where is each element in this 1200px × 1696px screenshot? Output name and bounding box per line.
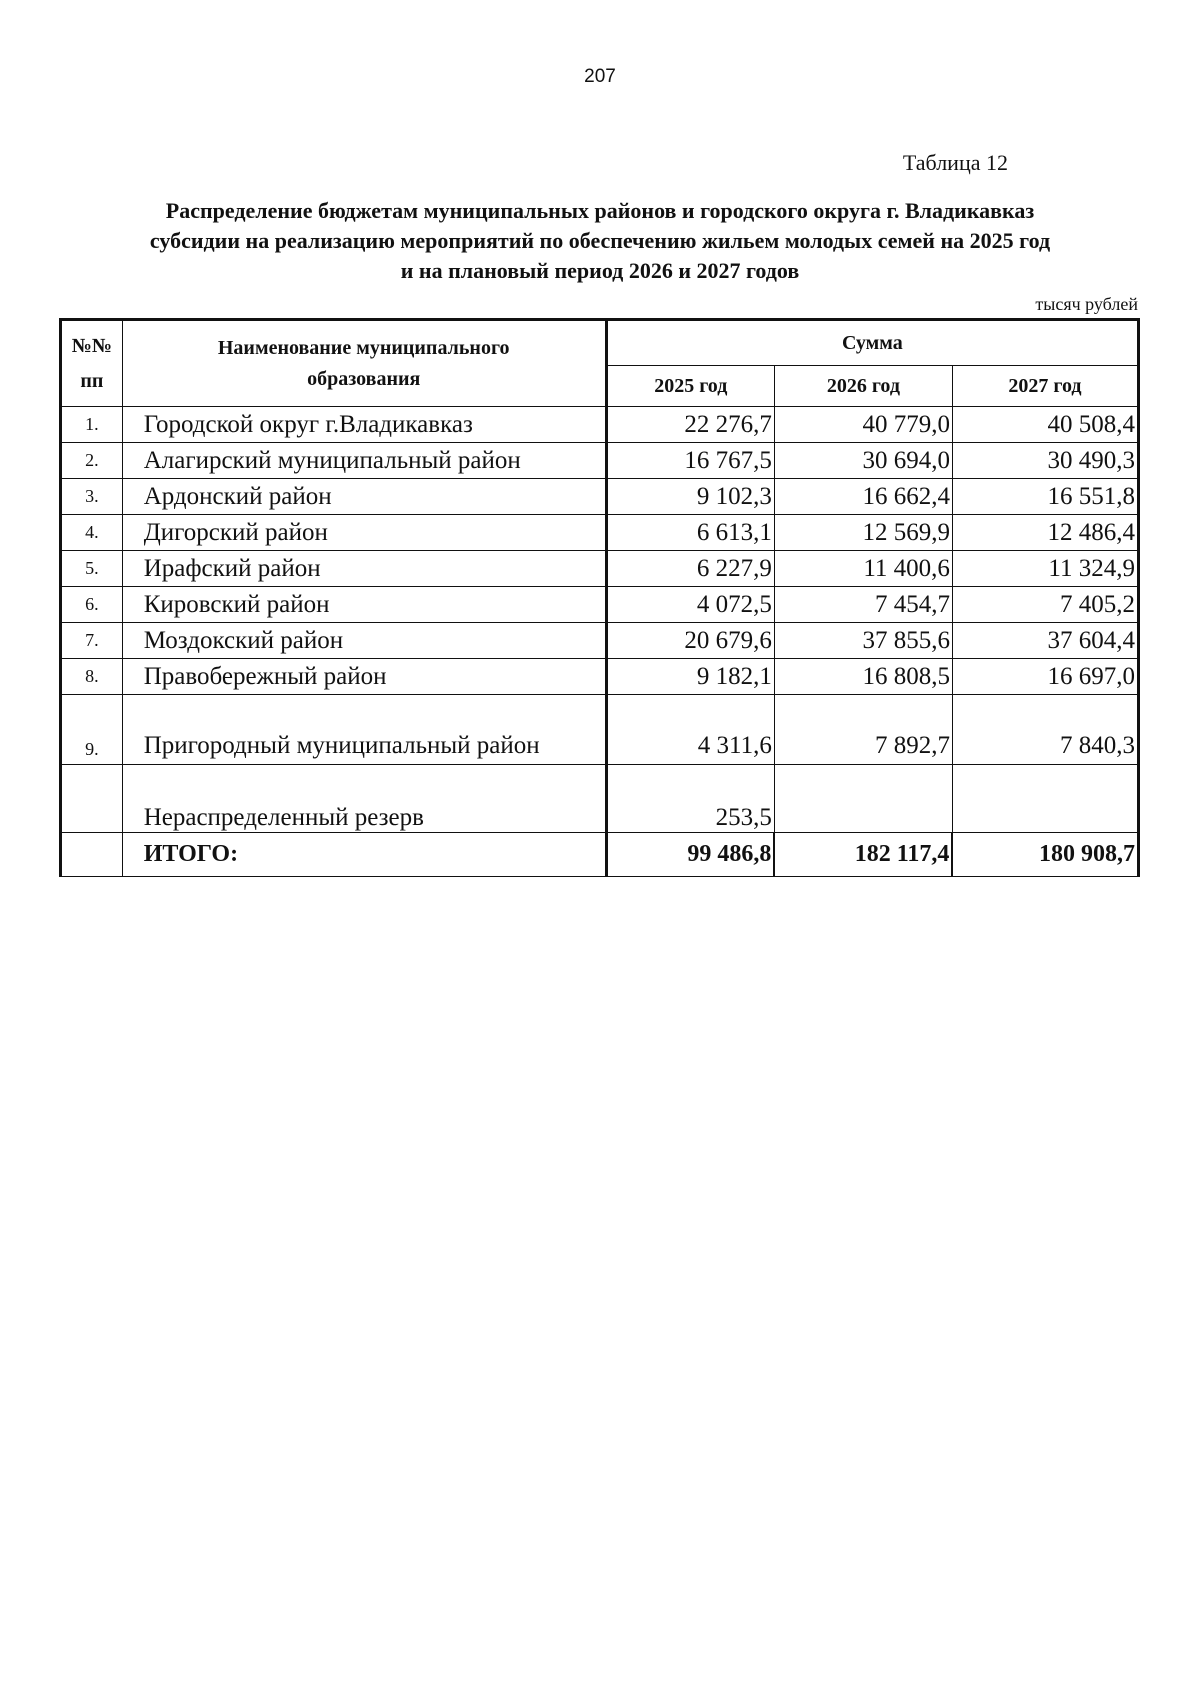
row-number: 1. xyxy=(61,407,123,443)
row-value-2025: 20 679,6 xyxy=(606,623,774,659)
row-value-2025: 6 227,9 xyxy=(606,551,774,587)
row-number: 5. xyxy=(61,551,123,587)
table-row xyxy=(61,659,1139,695)
reserve-value-2027 xyxy=(952,765,1138,833)
table-row xyxy=(61,587,1139,623)
row-number: 2. xyxy=(61,443,123,479)
row-name: Городской округ г.Владикавказ xyxy=(122,407,606,443)
table-label: Таблица 12 xyxy=(902,150,1008,175)
row-value-2027: 12 486,4 xyxy=(952,515,1138,551)
table-row xyxy=(61,443,1139,479)
title-line-3: и на плановый период 2026 и 2027 годов xyxy=(400,258,800,283)
title-line-1: Распределение бюджетам муниципальных районов и городского округа г. Владикавказ xyxy=(165,198,1035,223)
row-number: 8. xyxy=(61,659,123,695)
units-label: тысяч рублей xyxy=(1035,294,1138,314)
row-number: 7. xyxy=(61,623,123,659)
subsidy-table xyxy=(59,318,1140,877)
row-value-2026: 7 454,7 xyxy=(774,587,952,623)
header-name-line-2: образования xyxy=(307,367,421,390)
header-name xyxy=(122,320,606,407)
header-year-2027: 2027 год xyxy=(952,366,1138,407)
row-value-2025: 4 072,5 xyxy=(606,587,774,623)
row-name: Моздокский район xyxy=(122,623,606,659)
header-number-line-1: №№ xyxy=(71,334,112,357)
row-name: Дигорский район xyxy=(122,515,606,551)
row-value-2025: 9 182,1 xyxy=(606,659,774,695)
row-value-2026: 16 808,5 xyxy=(774,659,952,695)
row-number: 3. xyxy=(61,479,123,515)
row-value-2027: 7 405,2 xyxy=(952,587,1138,623)
header-year-2026: 2026 год xyxy=(774,366,952,407)
row-name: Правобережный район xyxy=(122,659,606,695)
page-number: 207 xyxy=(584,66,616,87)
row-value-2027: 7 840,3 xyxy=(952,695,1138,765)
header-number-line-2: пп xyxy=(80,369,104,392)
row-value-2027: 40 508,4 xyxy=(952,407,1138,443)
table-row xyxy=(61,551,1139,587)
row-value-2026: 11 400,6 xyxy=(774,551,952,587)
row-value-2025: 4 311,6 xyxy=(606,695,774,765)
row-value-2027: 37 604,4 xyxy=(952,623,1138,659)
row-value-2026: 30 694,0 xyxy=(774,443,952,479)
table-row xyxy=(61,623,1139,659)
row-value-2025: 9 102,3 xyxy=(606,479,774,515)
table-row xyxy=(61,695,1139,765)
title-line-2: субсидии на реализацию мероприятий по обеспечению жильем молодых семей на 2025 год xyxy=(149,228,1051,253)
row-value-2026: 40 779,0 xyxy=(774,407,952,443)
row-value-2027: 16 697,0 xyxy=(952,659,1138,695)
row-value-2026: 7 892,7 xyxy=(774,695,952,765)
row-value-2027: 11 324,9 xyxy=(952,551,1138,587)
row-name: Пригородный муниципальный район xyxy=(122,695,606,765)
reserve-value-2026 xyxy=(774,765,952,833)
row-value-2026: 16 662,4 xyxy=(774,479,952,515)
total-label: ИТОГО: xyxy=(122,833,606,877)
table-row xyxy=(61,515,1139,551)
reserve-value-2025: 253,5 xyxy=(606,765,774,833)
row-value-2027: 16 551,8 xyxy=(952,479,1138,515)
row-value-2027: 30 490,3 xyxy=(952,443,1138,479)
header-name-line-1: Наименование муниципального xyxy=(217,336,510,359)
total-number xyxy=(61,833,123,877)
table-row xyxy=(61,407,1139,443)
row-number: 9. xyxy=(61,695,123,765)
total-value-2026: 182 117,4 xyxy=(774,833,952,877)
table-row xyxy=(61,479,1139,515)
reserve-row xyxy=(61,765,1139,833)
row-number: 4. xyxy=(61,515,123,551)
row-name: Кировский район xyxy=(122,587,606,623)
row-value-2026: 37 855,6 xyxy=(774,623,952,659)
row-value-2025: 22 276,7 xyxy=(606,407,774,443)
row-name: Ирафский район xyxy=(122,551,606,587)
header-number xyxy=(61,320,123,407)
total-row xyxy=(61,833,1139,877)
reserve-name: Нераспределенный резерв xyxy=(122,765,606,833)
total-value-2025: 99 486,8 xyxy=(606,833,774,877)
reserve-number xyxy=(61,765,123,833)
total-value-2027: 180 908,7 xyxy=(952,833,1138,877)
row-number: 6. xyxy=(61,587,123,623)
row-value-2026: 12 569,9 xyxy=(774,515,952,551)
header-year-2025: 2025 год xyxy=(606,366,774,407)
header-row xyxy=(61,320,1139,366)
row-name: Ардонский район xyxy=(122,479,606,515)
row-value-2025: 16 767,5 xyxy=(606,443,774,479)
row-name: Алагирский муниципальный район xyxy=(122,443,606,479)
row-value-2025: 6 613,1 xyxy=(606,515,774,551)
header-sum: Сумма xyxy=(606,320,1138,366)
document-title xyxy=(60,196,1140,286)
